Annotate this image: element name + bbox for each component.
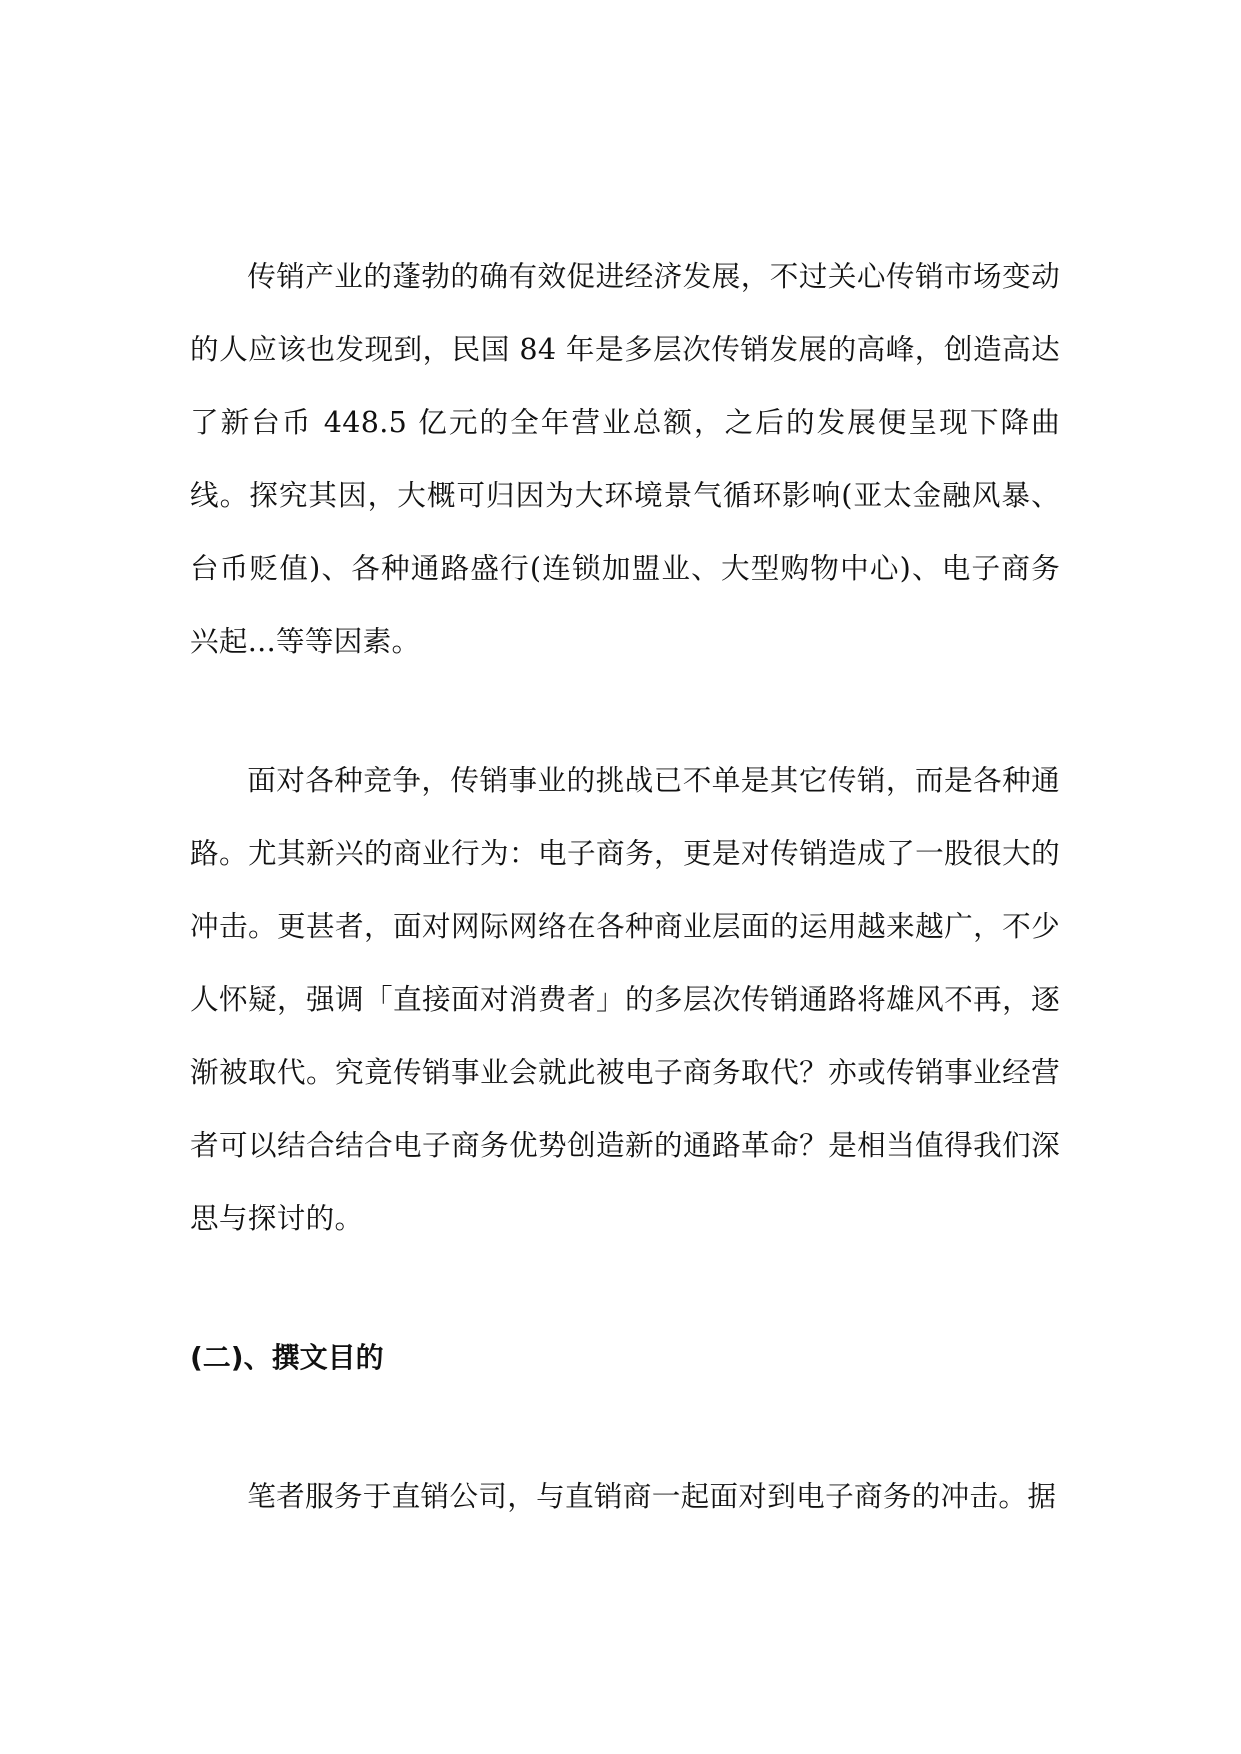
paragraph-ecommerce-challenge: 面对各种竞争，传销事业的挑战已不单是其它传销，而是各种通路。尤其新兴的商业行为：电子商务，更是对传销造成了一股很大的冲击。更甚者，面对网际网络在各种商业层面的运用越来越广，不少人怀疑，强调「直接面对消费者」的多层次传销通路将雄风不再，逐渐被取代。究竟传销事业会就此被电子商务取代？亦或传销事业经营者可以结合结合电子商务优势创造新的通路革命？是相当值得我们深思与探讨的。 <box>190 763 1060 1235</box>
paragraph-market-decline: 传销产业的蓬勃的确有效促进经济发展，不过关心传销市场变动的人应该也发现到，民国 84 年是多层次传销发展的高峰，创造高达了新台币 448.5 亿元的全年营业总额，之后的发展便呈现下降曲线。探究其因，大概可归因为大环境景气循环影响(亚太金融风暴、台币贬值)、各种通路盛行(连锁加盟业、大型购物中心)、电子商务兴起...等等因素。 <box>190 259 1060 658</box>
section-heading-purpose: (二)、撰文目的 <box>190 1341 384 1374</box>
document-body <box>190 240 1060 1533</box>
paragraph-author-background: 笔者服务于直销公司，与直销商一起面对到电子商务的冲击。据 <box>247 1479 1057 1513</box>
